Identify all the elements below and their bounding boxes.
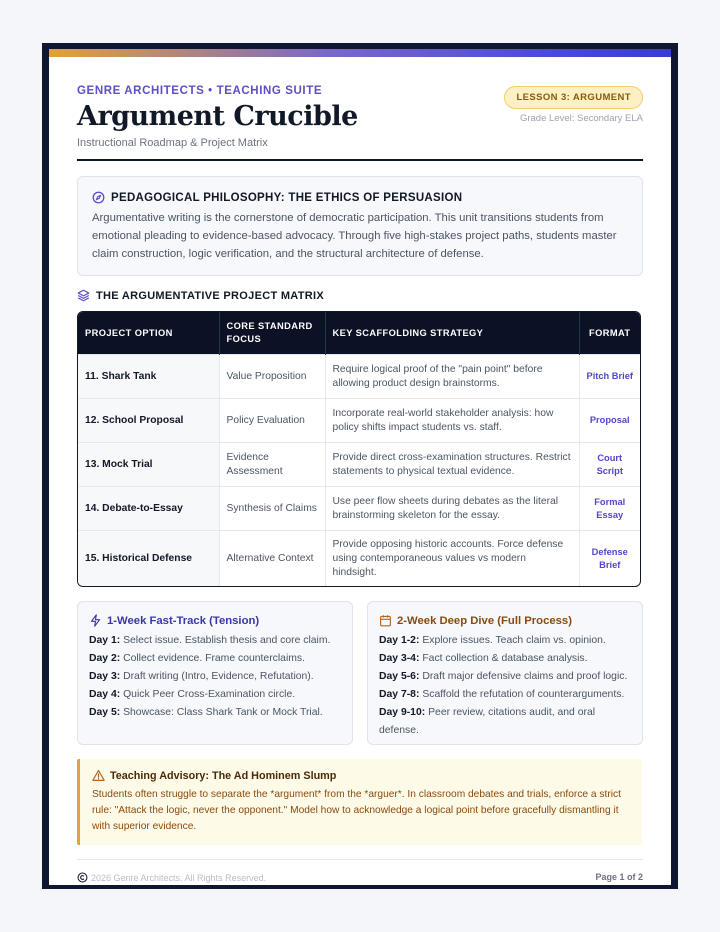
table-row [78,399,640,443]
header-divider [77,159,643,161]
list-item [379,686,631,704]
fast-track-card [77,601,353,745]
project-cell: 14. Debate-to-Essay [78,487,219,531]
project-cell: 13. Mock Trial [78,443,219,487]
day-text: Explore issues. Teach claim vs. opinion. [422,635,606,646]
compass-icon [92,191,105,204]
day-label: Day 1-2: [379,635,420,646]
table-row [78,443,640,487]
strategy-cell: Require logical proof of the "pain point" before allowing product design brainstorms. [325,355,579,399]
day-label: Day 5: [89,707,121,718]
philosophy-title: PEDAGOGICAL PHILOSOPHY: THE ETHICS OF PERSUASION [111,191,463,204]
list-item [379,668,631,686]
day-label: Day 3: [89,671,121,682]
day-text: Draft writing (Intro, Evidence, Refutation). [123,671,314,682]
teaching-advisory [77,759,642,845]
focus-cell: Policy Evaluation [219,399,325,443]
table-row [78,487,640,531]
warning-icon [92,769,105,782]
project-cell: 11. Shark Tank [78,355,219,399]
fast-track-title: 1-Week Fast-Track (Tension) [107,614,260,627]
format-cell: Proposal [579,399,640,443]
list-item [89,632,341,650]
page-subtitle: Instructional Roadmap & Project Matrix [77,137,268,149]
focus-cell: Synthesis of Claims [219,487,325,531]
day-label: Day 4: [89,689,121,700]
day-text: Collect evidence. Frame counterclaims. [123,653,305,664]
table-row [78,531,640,587]
strategy-cell: Use peer flow sheets during debates as the literal brainstorming skeleton for the essay. [325,487,579,531]
table-header-row [78,312,640,355]
lightning-icon [89,614,102,627]
list-item [89,704,341,722]
day-text: Fact collection & database analysis. [422,653,588,664]
focus-cell: Alternative Context [219,531,325,587]
day-text: Scaffold the refutation of counterarguments. [422,689,625,700]
matrix-title: THE ARGUMENTATIVE PROJECT MATRIX [96,289,324,302]
column-header: PROJECT OPTION [78,312,219,355]
format-cell: Court Script [579,443,640,487]
deep-dive-title: 2-Week Deep Dive (Full Process) [397,614,572,627]
grade-level: Grade Level: Secondary ELA [519,113,643,124]
document-page [49,49,671,885]
page-number: Page 1 of 2 [595,872,643,882]
project-cell: 12. School Proposal [78,399,219,443]
format-cell: Formal Essay [579,487,640,531]
gradient-top-bar [49,49,671,57]
format-cell: Pitch Brief [579,355,640,399]
day-text: Select issue. Establish thesis and core claim. [123,635,331,646]
strategy-cell: Provide opposing historic accounts. Force defense using contemporaneous values vs modern hindsight. [325,531,579,587]
deep-dive-card [367,601,643,745]
column-header: KEY SCAFFOLDING STRATEGY [325,312,579,355]
day-text: Draft major defensive claims and proof logic. [422,671,628,682]
list-item [379,704,631,740]
calendar-icon [379,614,392,627]
strategy-cell: Provide direct cross-examination structures. Restrict statements to physical textual evidence. [325,443,579,487]
list-item [89,650,341,668]
page-title: Argument Crucible [77,101,358,132]
lesson-badge: LESSON 3: ARGUMENT [504,86,643,109]
philosophy-card [77,176,643,276]
list-item [379,632,631,650]
list-item [379,650,631,668]
day-label: Day 1: [89,635,121,646]
layers-icon [77,289,90,302]
list-item [89,668,341,686]
table-row [78,355,640,399]
format-cell: Defense Brief [579,531,640,587]
day-text: Peer review, citations audit, and oral defense. [379,707,596,736]
advisory-title: Teaching Advisory: The Ad Hominem Slump [110,769,337,782]
column-header: CORE STANDARD FOCUS [219,312,325,355]
kicker-label: GENRE ARCHITECTS • TEACHING SUITE [77,85,323,97]
philosophy-text: Argumentative writing is the cornerstone of democratic participation. This unit transitions students from emotional pleading to evidence-based advocacy. Through five high-stakes project paths, students master claim construction, logic verification, and the structural architecture of defense. [92,212,617,260]
day-label: Day 5-6: [379,671,420,682]
copyright-icon [77,872,88,883]
column-header: FORMAT [579,312,640,355]
project-matrix-table [77,311,641,587]
list-item [89,686,341,704]
focus-cell: Evidence Assessment [219,443,325,487]
day-label: Day 2: [89,653,121,664]
day-label: Day 3-4: [379,653,420,664]
day-text: Quick Peer Cross-Examination circle. [123,689,296,700]
project-cell: 15. Historical Defense [78,531,219,587]
day-label: Day 7-8: [379,689,420,700]
day-label: Day 9-10: [379,707,426,718]
day-text: Showcase: Class Shark Tank or Mock Trial. [123,707,323,718]
strategy-cell: Incorporate real-world stakeholder analysis: how policy shifts impact students vs. staff. [325,399,579,443]
focus-cell: Value Proposition [219,355,325,399]
advisory-text: Students often struggle to separate the *argument* from the *arguer*. In classroom debates and trials, enforce a strict rule: "Attack the logic, never the opponent." Model how to acknowledge a logical point before gracefully dismantling it with superior evidence. [92,789,621,832]
copyright-text: 2026 Genre Architects. All Rights Reserved. [91,872,267,883]
footer-divider [77,859,643,860]
